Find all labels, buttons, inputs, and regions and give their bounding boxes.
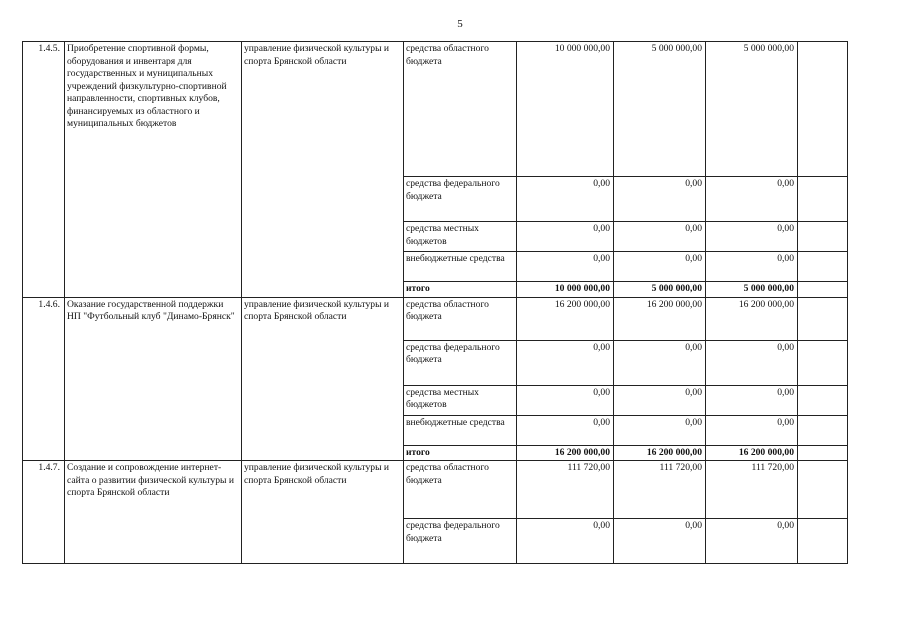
table-row <box>23 297 848 340</box>
amount-cell: 111 720,00 <box>517 461 614 519</box>
amount-cell: 16 200 000,00 <box>517 445 614 461</box>
amount-cell: 0,00 <box>614 222 706 252</box>
funding-source: внебюджетные средства <box>404 252 517 282</box>
funding-source: средства местных бюджетов <box>404 385 517 415</box>
amount-cell: 0,00 <box>517 519 614 564</box>
amount-cell: 0,00 <box>706 385 798 415</box>
amount-cell: 0,00 <box>614 415 706 445</box>
amount-cell: 0,00 <box>614 177 706 222</box>
empty-cell <box>798 445 848 461</box>
funding-source: средства областного бюджета <box>404 42 517 177</box>
funding-source: средства федерального бюджета <box>404 519 517 564</box>
table-row <box>23 42 848 177</box>
amount-cell: 0,00 <box>706 415 798 445</box>
amount-cell: 5 000 000,00 <box>706 282 798 298</box>
item-executor: управление физической культуры и спорта Брянской области <box>242 461 404 564</box>
amount-cell: 5 000 000,00 <box>614 282 706 298</box>
table-row <box>23 461 848 519</box>
amount-cell: 111 720,00 <box>706 461 798 519</box>
amount-cell: 0,00 <box>614 252 706 282</box>
funding-source: итого <box>404 445 517 461</box>
empty-cell <box>798 222 848 252</box>
empty-cell <box>798 340 848 385</box>
funding-source: средства федерального бюджета <box>404 177 517 222</box>
amount-cell: 0,00 <box>614 340 706 385</box>
amount-cell: 16 200 000,00 <box>706 297 798 340</box>
amount-cell: 0,00 <box>614 519 706 564</box>
amount-cell: 0,00 <box>706 222 798 252</box>
item-code: 1.4.5. <box>23 42 65 298</box>
budget-table <box>22 41 848 564</box>
funding-source: средства федерального бюджета <box>404 340 517 385</box>
empty-cell <box>798 385 848 415</box>
amount-cell: 0,00 <box>614 385 706 415</box>
amount-cell: 0,00 <box>517 177 614 222</box>
item-code: 1.4.7. <box>23 461 65 564</box>
amount-cell: 0,00 <box>517 222 614 252</box>
amount-cell: 16 200 000,00 <box>706 445 798 461</box>
funding-source: средства местных бюджетов <box>404 222 517 252</box>
funding-source: средства областного бюджета <box>404 461 517 519</box>
amount-cell: 0,00 <box>706 340 798 385</box>
empty-cell <box>798 415 848 445</box>
item-executor: управление физической культуры и спорта Брянской области <box>242 42 404 298</box>
page-number: 5 <box>457 18 463 30</box>
amount-cell: 10 000 000,00 <box>517 282 614 298</box>
item-executor: управление физической культуры и спорта Брянской области <box>242 297 404 461</box>
item-name: Создание и сопровождение интернет-сайта о развитии физической культуры и спорта Брянской области <box>65 461 242 564</box>
item-code: 1.4.6. <box>23 297 65 461</box>
amount-cell: 5 000 000,00 <box>706 42 798 177</box>
funding-source: средства областного бюджета <box>404 297 517 340</box>
amount-cell: 16 200 000,00 <box>614 297 706 340</box>
amount-cell: 0,00 <box>706 519 798 564</box>
amount-cell: 5 000 000,00 <box>614 42 706 177</box>
empty-cell <box>798 282 848 298</box>
amount-cell: 111 720,00 <box>614 461 706 519</box>
empty-cell <box>798 177 848 222</box>
amount-cell: 10 000 000,00 <box>517 42 614 177</box>
empty-cell <box>798 519 848 564</box>
amount-cell: 0,00 <box>706 177 798 222</box>
amount-cell: 16 200 000,00 <box>614 445 706 461</box>
amount-cell: 0,00 <box>517 340 614 385</box>
empty-cell <box>798 297 848 340</box>
funding-source: внебюджетные средства <box>404 415 517 445</box>
amount-cell: 0,00 <box>706 252 798 282</box>
amount-cell: 0,00 <box>517 252 614 282</box>
amount-cell: 0,00 <box>517 415 614 445</box>
amount-cell: 0,00 <box>517 385 614 415</box>
item-name: Оказание государственной поддержки НП "Футбольный клуб "Динамо-Брянск" <box>65 297 242 461</box>
funding-source: итого <box>404 282 517 298</box>
empty-cell <box>798 252 848 282</box>
item-name: Приобретение спортивной формы, оборудования и инвентаря для государственных и муниципальных учреждений физкультурно-спортивной направленности, спортивных клубов, финансируемых из областного и муниципальных бюджетов <box>65 42 242 298</box>
amount-cell: 16 200 000,00 <box>517 297 614 340</box>
empty-cell <box>798 461 848 519</box>
empty-cell <box>798 42 848 177</box>
